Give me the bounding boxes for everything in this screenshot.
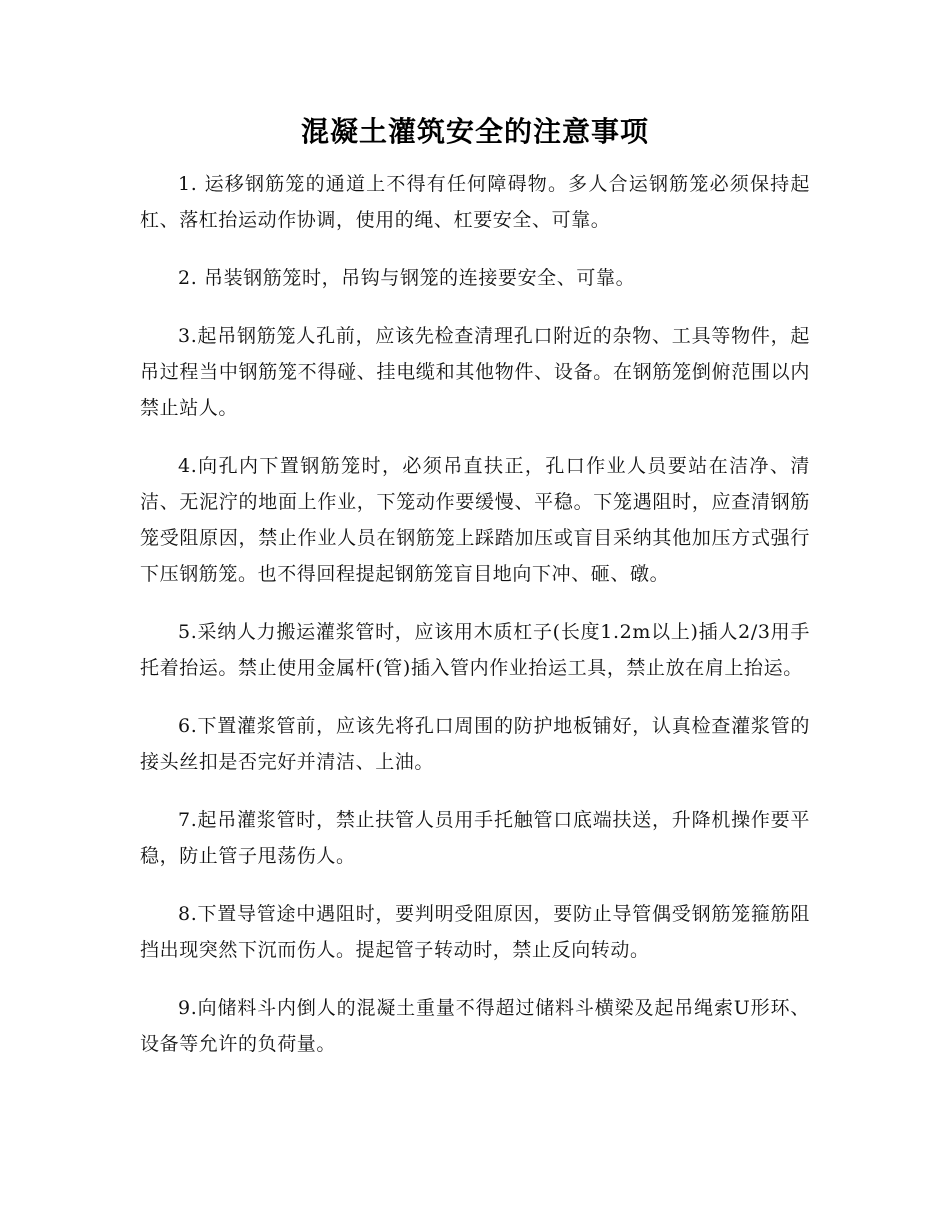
paragraph-2: 2. 吊装钢筋笼时，吊钩与钢笼的连接要安全、可靠。 (178, 267, 636, 289)
paragraph-5: 5.采纳人力搬运灌浆管时，应该用木质杠子(长度1.2m以上)插人2/3用手托着抬运。禁止使用金属杆(管)插入管内作业抬运工具，禁止放在肩上抬运。 (140, 621, 810, 679)
paragraph-9: 9.向储料斗内倒人的混凝土重量不得超过储料斗横梁及起吊绳索U形环、设备等允许的负荷量。 (140, 997, 810, 1055)
paragraph-4: 4.向孔内下置钢筋笼时，必须吊直扶正，孔口作业人员要站在洁净、清洁、无泥泞的地面上作业，下笼动作要缓慢、平稳。下笼遇阻时，应查清钢筋笼受阻原因，禁止作业人员在钢筋笼上踩踏加压或盲目采纳其他加压方式强行下压钢筋笼。也不得回程提起钢筋笼盲目地向下冲、砸、礅。 (140, 455, 810, 585)
paragraph-3: 3.起吊钢筋笼人孔前，应该先检查清理孔口附近的杂物、工具等物件，起吊过程当中钢筋笼不得碰、挂电缆和其他物件、设备。在钢筋笼倒俯范围以内禁止站人。 (140, 325, 810, 419)
document-body (140, 166, 810, 1084)
paragraph-7: 7.起吊灌浆管时，禁止扶管人员用手托触管口底端扶送，升降机操作要平稳，防止管子甩荡伤人。 (140, 809, 810, 867)
paragraph-1: 1. 运移钢筋笼的通道上不得有任何障碍物。多人合运钢筋笼必须保持起杠、落杠抬运动作协调，使用的绳、杠要安全、可靠。 (140, 173, 810, 231)
document-title: 混凝土灌筑安全的注意事项 (300, 115, 649, 148)
paragraph-6: 6.下置灌浆管前，应该先将孔口周围的防护地板铺好，认真检查灌浆管的接头丝扣是否完好并清洁、上油。 (140, 715, 810, 773)
paragraph-8: 8.下置导管途中遇阻时，要判明受阻原因，要防止导管偶受钢筋笼箍筋阻挡出现突然下沉而伤人。提起管子转动时，禁止反向转动。 (140, 903, 810, 961)
